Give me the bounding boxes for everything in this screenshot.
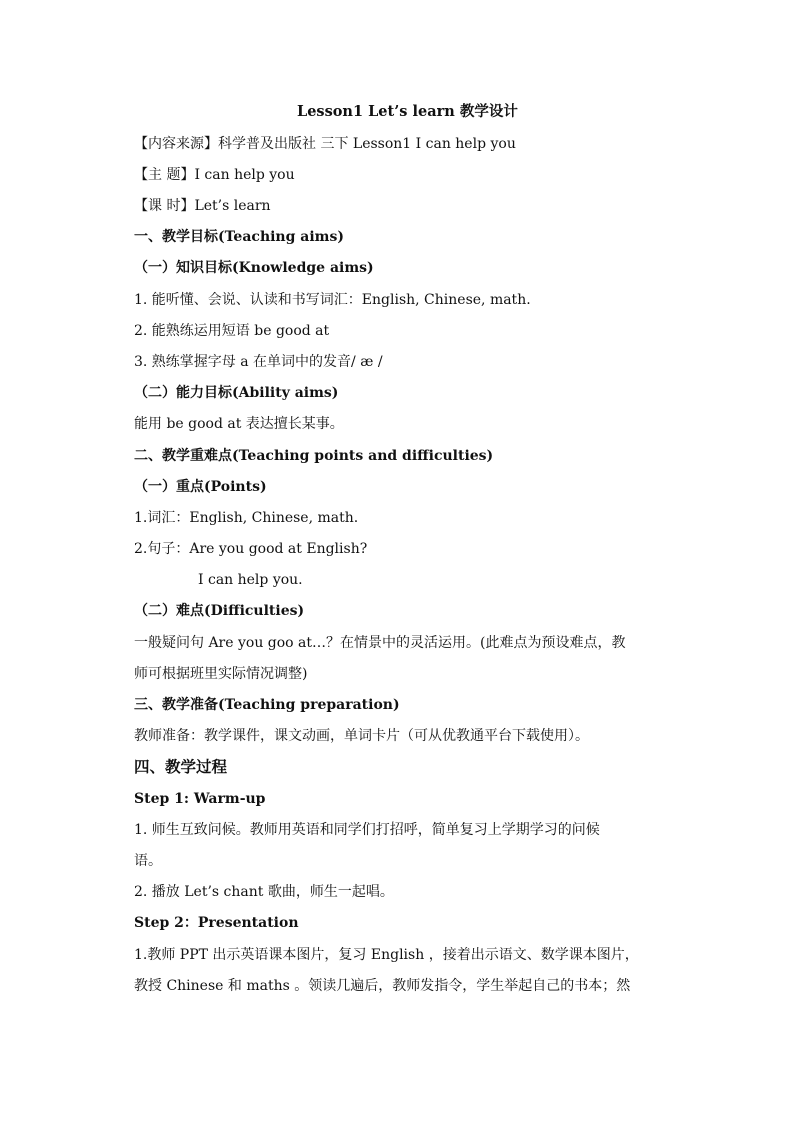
presentation-text-line-1: 1.教师 PPT 出示英语课本图片，复习 English ，接着出示语文、数学课本图片， xyxy=(134,947,639,963)
preparation-text: 教师准备：教学课件，课文动画，单词卡片（可从优教通平台下载使用）。 xyxy=(134,728,589,744)
difficulties-text-line-1: 一般疑问句 Are you goo at…？在情景中的灵活运用。(此难点为预设难点，教 xyxy=(134,635,626,651)
section-heading-aims: 一、教学目标(Teaching aims) xyxy=(134,229,344,245)
step-heading-presentation: Step 2：Presentation xyxy=(134,915,299,931)
list-item: 2. 能熟练运用短语 be good at xyxy=(134,323,330,339)
list-item: 1. 能听懂、会说、认读和书写词汇：English, Chinese, math. xyxy=(134,292,531,308)
section-heading-points: 二、教学重难点(Teaching points and difficulties) xyxy=(134,448,494,464)
warmup-text-line-3: 2. 播放 Let’s chant 歌曲，师生一起唱。 xyxy=(134,884,394,900)
presentation-text-line-2: 教授 Chinese 和 maths 。领读几遍后，教师发指令，学生举起自己的书本；然 xyxy=(134,978,631,994)
subheading-ability-aims: （二）能力目标(Ability aims) xyxy=(134,385,339,401)
meta-period: 【课 时】Let’s learn xyxy=(134,198,271,214)
ability-text: 能用 be good at 表达擅长某事。 xyxy=(134,416,344,432)
section-heading-process: 四、教学过程 xyxy=(134,757,228,776)
warmup-text-line-2: 语。 xyxy=(134,853,162,869)
meta-source: 【内容来源】科学普及出版社 三下 Lesson1 I can help you xyxy=(134,136,516,152)
subheading-knowledge-aims: （一）知识目标(Knowledge aims) xyxy=(134,260,374,276)
warmup-text-line-1: 1. 师生互致问候。教师用英语和同学们打招呼，简单复习上学期学习的问候 xyxy=(134,822,600,838)
step-heading-warmup: Step 1: Warm-up xyxy=(134,791,266,807)
meta-topic: 【主 题】I can help you xyxy=(134,167,295,183)
points-sentence: 2.句子：Are you good at English? xyxy=(134,541,368,557)
document-title: Lesson1 Let’s learn 教学设计 xyxy=(297,103,518,120)
points-sentence-2: I can help you. xyxy=(198,572,303,588)
section-heading-preparation: 三、教学准备(Teaching preparation) xyxy=(134,697,400,713)
list-item: 3. 熟练掌握字母 a 在单词中的发音/ æ / xyxy=(134,354,383,370)
subheading-difficulties: （二）难点(Difficulties) xyxy=(134,603,305,619)
difficulties-text-line-2: 师可根据班里实际情况调整) xyxy=(134,666,308,682)
subheading-points: （一）重点(Points) xyxy=(134,479,267,495)
points-vocabulary: 1.词汇：English, Chinese, math. xyxy=(134,510,359,526)
